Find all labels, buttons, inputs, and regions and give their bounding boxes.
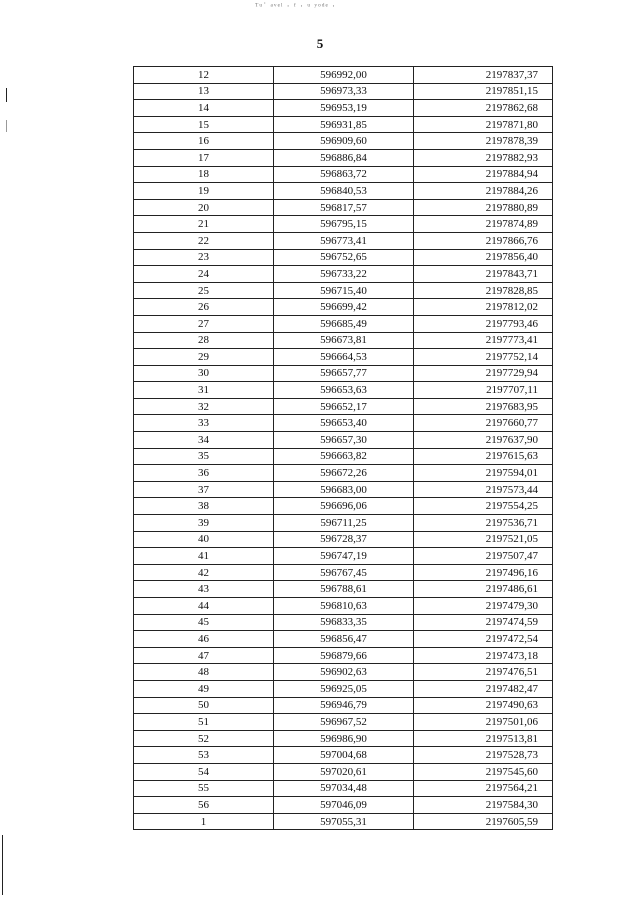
table-row [134,813,553,830]
y-coordinate-cell: 2197851,15 [414,83,553,100]
x-coordinate-cell: 596879,66 [274,647,414,664]
x-coordinate-cell: 596747,19 [274,548,414,565]
table-row [134,448,553,465]
scan-edge-mark [2,835,3,895]
table-row [134,664,553,681]
point-number-cell: 34 [134,432,274,449]
x-coordinate-cell: 596909,60 [274,133,414,150]
y-coordinate-cell: 2197862,68 [414,100,553,117]
point-number-cell: 51 [134,714,274,731]
x-coordinate-cell: 596664,53 [274,349,414,366]
point-number-cell: 15 [134,116,274,133]
y-coordinate-cell: 2197479,30 [414,598,553,615]
table-row [134,763,553,780]
y-coordinate-cell: 2197828,85 [414,282,553,299]
table-row [134,382,553,399]
x-coordinate-cell: 596715,40 [274,282,414,299]
x-coordinate-cell: 596699,42 [274,299,414,316]
table-row [134,133,553,150]
point-number-cell: 39 [134,515,274,532]
x-coordinate-cell: 597020,61 [274,763,414,780]
table-row [134,730,553,747]
table-row [134,498,553,515]
point-number-cell: 43 [134,581,274,598]
point-number-cell: 32 [134,398,274,415]
table-row [134,747,553,764]
table-row [134,780,553,797]
point-number-cell: 22 [134,232,274,249]
x-coordinate-cell: 596795,15 [274,216,414,233]
x-coordinate-cell: 596986,90 [274,730,414,747]
y-coordinate-cell: 2197521,05 [414,531,553,548]
y-coordinate-cell: 2197856,40 [414,249,553,266]
x-coordinate-cell: 596685,49 [274,315,414,332]
table-row [134,149,553,166]
x-coordinate-cell: 596672,26 [274,465,414,482]
table-row [134,697,553,714]
y-coordinate-cell: 2197501,06 [414,714,553,731]
x-coordinate-cell: 596946,79 [274,697,414,714]
x-coordinate-cell: 596752,65 [274,249,414,266]
table-row [134,365,553,382]
point-number-cell: 19 [134,183,274,200]
x-coordinate-cell: 596925,05 [274,680,414,697]
point-number-cell: 55 [134,780,274,797]
point-number-cell: 52 [134,730,274,747]
x-coordinate-cell: 596788,61 [274,581,414,598]
y-coordinate-cell: 2197683,95 [414,398,553,415]
x-coordinate-cell: 596973,33 [274,83,414,100]
x-coordinate-cell: 596992,00 [274,67,414,84]
point-number-cell: 12 [134,67,274,84]
x-coordinate-cell: 596657,77 [274,365,414,382]
y-coordinate-cell: 2197729,94 [414,365,553,382]
x-coordinate-cell: 596953,19 [274,100,414,117]
table-row [134,515,553,532]
point-number-cell: 47 [134,647,274,664]
x-coordinate-cell: 596711,25 [274,515,414,532]
y-coordinate-cell: 2197564,21 [414,780,553,797]
table-row [134,531,553,548]
y-coordinate-cell: 2197866,76 [414,232,553,249]
y-coordinate-cell: 2197874,89 [414,216,553,233]
x-coordinate-cell: 596657,30 [274,432,414,449]
point-number-cell: 18 [134,166,274,183]
table-row [134,614,553,631]
y-coordinate-cell: 2197476,51 [414,664,553,681]
table-row [134,647,553,664]
point-number-cell: 48 [134,664,274,681]
point-number-cell: 25 [134,282,274,299]
table-row [134,67,553,84]
coordinates-table-body [134,67,553,830]
x-coordinate-cell: 596886,84 [274,149,414,166]
y-coordinate-cell: 2197707,11 [414,382,553,399]
table-row [134,349,553,366]
x-coordinate-cell: 596728,37 [274,531,414,548]
page-number: 5 [316,36,324,51]
y-coordinate-cell: 2197554,25 [414,498,553,515]
table-row [134,216,553,233]
point-number-cell: 16 [134,133,274,150]
y-coordinate-cell: 2197878,39 [414,133,553,150]
x-coordinate-cell: 596856,47 [274,631,414,648]
x-coordinate-cell: 596653,63 [274,382,414,399]
point-number-cell: 53 [134,747,274,764]
coordinates-table [133,66,553,830]
point-number-cell: 46 [134,631,274,648]
y-coordinate-cell: 2197812,02 [414,299,553,316]
point-number-cell: 36 [134,465,274,482]
x-coordinate-cell: 596733,22 [274,266,414,283]
point-number-cell: 20 [134,199,274,216]
x-coordinate-cell: 596863,72 [274,166,414,183]
x-coordinate-cell: 596652,17 [274,398,414,415]
point-number-cell: 42 [134,564,274,581]
point-number-cell: 40 [134,531,274,548]
table-row [134,249,553,266]
y-coordinate-cell: 2197605,59 [414,813,553,830]
table-row [134,332,553,349]
table-row [134,598,553,615]
point-number-cell: 24 [134,266,274,283]
point-number-cell: 50 [134,697,274,714]
point-number-cell: 41 [134,548,274,565]
point-number-cell: 26 [134,299,274,316]
x-coordinate-cell: 596902,63 [274,664,414,681]
table-row [134,481,553,498]
x-coordinate-cell: 596931,85 [274,116,414,133]
table-row [134,432,553,449]
table-row [134,548,553,565]
y-coordinate-cell: 2197528,73 [414,747,553,764]
x-coordinate-cell: 596817,57 [274,199,414,216]
table-row [134,266,553,283]
x-coordinate-cell: 596833,35 [274,614,414,631]
y-coordinate-cell: 2197871,80 [414,116,553,133]
point-number-cell: 37 [134,481,274,498]
point-number-cell: 23 [134,249,274,266]
y-coordinate-cell: 2197545,60 [414,763,553,780]
table-row [134,631,553,648]
table-row [134,398,553,415]
y-coordinate-cell: 2197513,81 [414,730,553,747]
table-row [134,415,553,432]
y-coordinate-cell: 2197486,61 [414,581,553,598]
y-coordinate-cell: 2197472,54 [414,631,553,648]
x-coordinate-cell: 597004,68 [274,747,414,764]
point-number-cell: 28 [134,332,274,349]
point-number-cell: 30 [134,365,274,382]
point-number-cell: 1 [134,813,274,830]
point-number-cell: 13 [134,83,274,100]
table-row [134,680,553,697]
point-number-cell: 29 [134,349,274,366]
x-coordinate-cell: 596696,06 [274,498,414,515]
y-coordinate-cell: 2197843,71 [414,266,553,283]
y-coordinate-cell: 2197773,41 [414,332,553,349]
y-coordinate-cell: 2197880,89 [414,199,553,216]
y-coordinate-cell: 2197837,37 [414,67,553,84]
x-coordinate-cell: 597055,31 [274,813,414,830]
x-coordinate-cell: 596767,45 [274,564,414,581]
table-row [134,166,553,183]
table-row [134,183,553,200]
point-number-cell: 31 [134,382,274,399]
x-coordinate-cell: 596683,00 [274,481,414,498]
point-number-cell: 33 [134,415,274,432]
x-coordinate-cell: 596673,81 [274,332,414,349]
point-number-cell: 14 [134,100,274,117]
point-number-cell: 38 [134,498,274,515]
x-coordinate-cell: 596773,41 [274,232,414,249]
table-row [134,315,553,332]
point-number-cell: 21 [134,216,274,233]
point-number-cell: 17 [134,149,274,166]
table-row [134,83,553,100]
y-coordinate-cell: 2197594,01 [414,465,553,482]
y-coordinate-cell: 2197473,18 [414,647,553,664]
y-coordinate-cell: 2197884,94 [414,166,553,183]
y-coordinate-cell: 2197482,47 [414,680,553,697]
point-number-cell: 56 [134,797,274,814]
x-coordinate-cell: 596967,52 [274,714,414,731]
y-coordinate-cell: 2197752,14 [414,349,553,366]
x-coordinate-cell: 596663,82 [274,448,414,465]
point-number-cell: 45 [134,614,274,631]
y-coordinate-cell: 2197615,63 [414,448,553,465]
table-row [134,714,553,731]
x-coordinate-cell: 597034,48 [274,780,414,797]
scan-edge-mark [6,88,7,102]
y-coordinate-cell: 2197536,71 [414,515,553,532]
point-number-cell: 27 [134,315,274,332]
table-row [134,797,553,814]
table-row [134,116,553,133]
table-row [134,581,553,598]
y-coordinate-cell: 2197884,26 [414,183,553,200]
point-number-cell: 49 [134,680,274,697]
y-coordinate-cell: 2197496,16 [414,564,553,581]
y-coordinate-cell: 2197507,47 [414,548,553,565]
table-row [134,564,553,581]
y-coordinate-cell: 2197660,77 [414,415,553,432]
y-coordinate-cell: 2197793,46 [414,315,553,332]
y-coordinate-cell: 2197474,59 [414,614,553,631]
y-coordinate-cell: 2197882,93 [414,149,553,166]
scan-edge-mark [6,120,7,132]
x-coordinate-cell: 596653,40 [274,415,414,432]
table-row [134,232,553,249]
header-scan-smudge: ᵀᵘ˙ ᵃᵛᵉˡ · ᶠ · ᵘ ʸᵒᵈᵉ · [255,1,337,11]
table-row [134,100,553,117]
y-coordinate-cell: 2197584,30 [414,797,553,814]
y-coordinate-cell: 2197490,63 [414,697,553,714]
point-number-cell: 35 [134,448,274,465]
y-coordinate-cell: 2197573,44 [414,481,553,498]
table-row [134,282,553,299]
x-coordinate-cell: 596840,53 [274,183,414,200]
point-number-cell: 44 [134,598,274,615]
y-coordinate-cell: 2197637,90 [414,432,553,449]
table-row [134,465,553,482]
x-coordinate-cell: 596810,63 [274,598,414,615]
table-row [134,199,553,216]
table-row [134,299,553,316]
point-number-cell: 54 [134,763,274,780]
x-coordinate-cell: 597046,09 [274,797,414,814]
